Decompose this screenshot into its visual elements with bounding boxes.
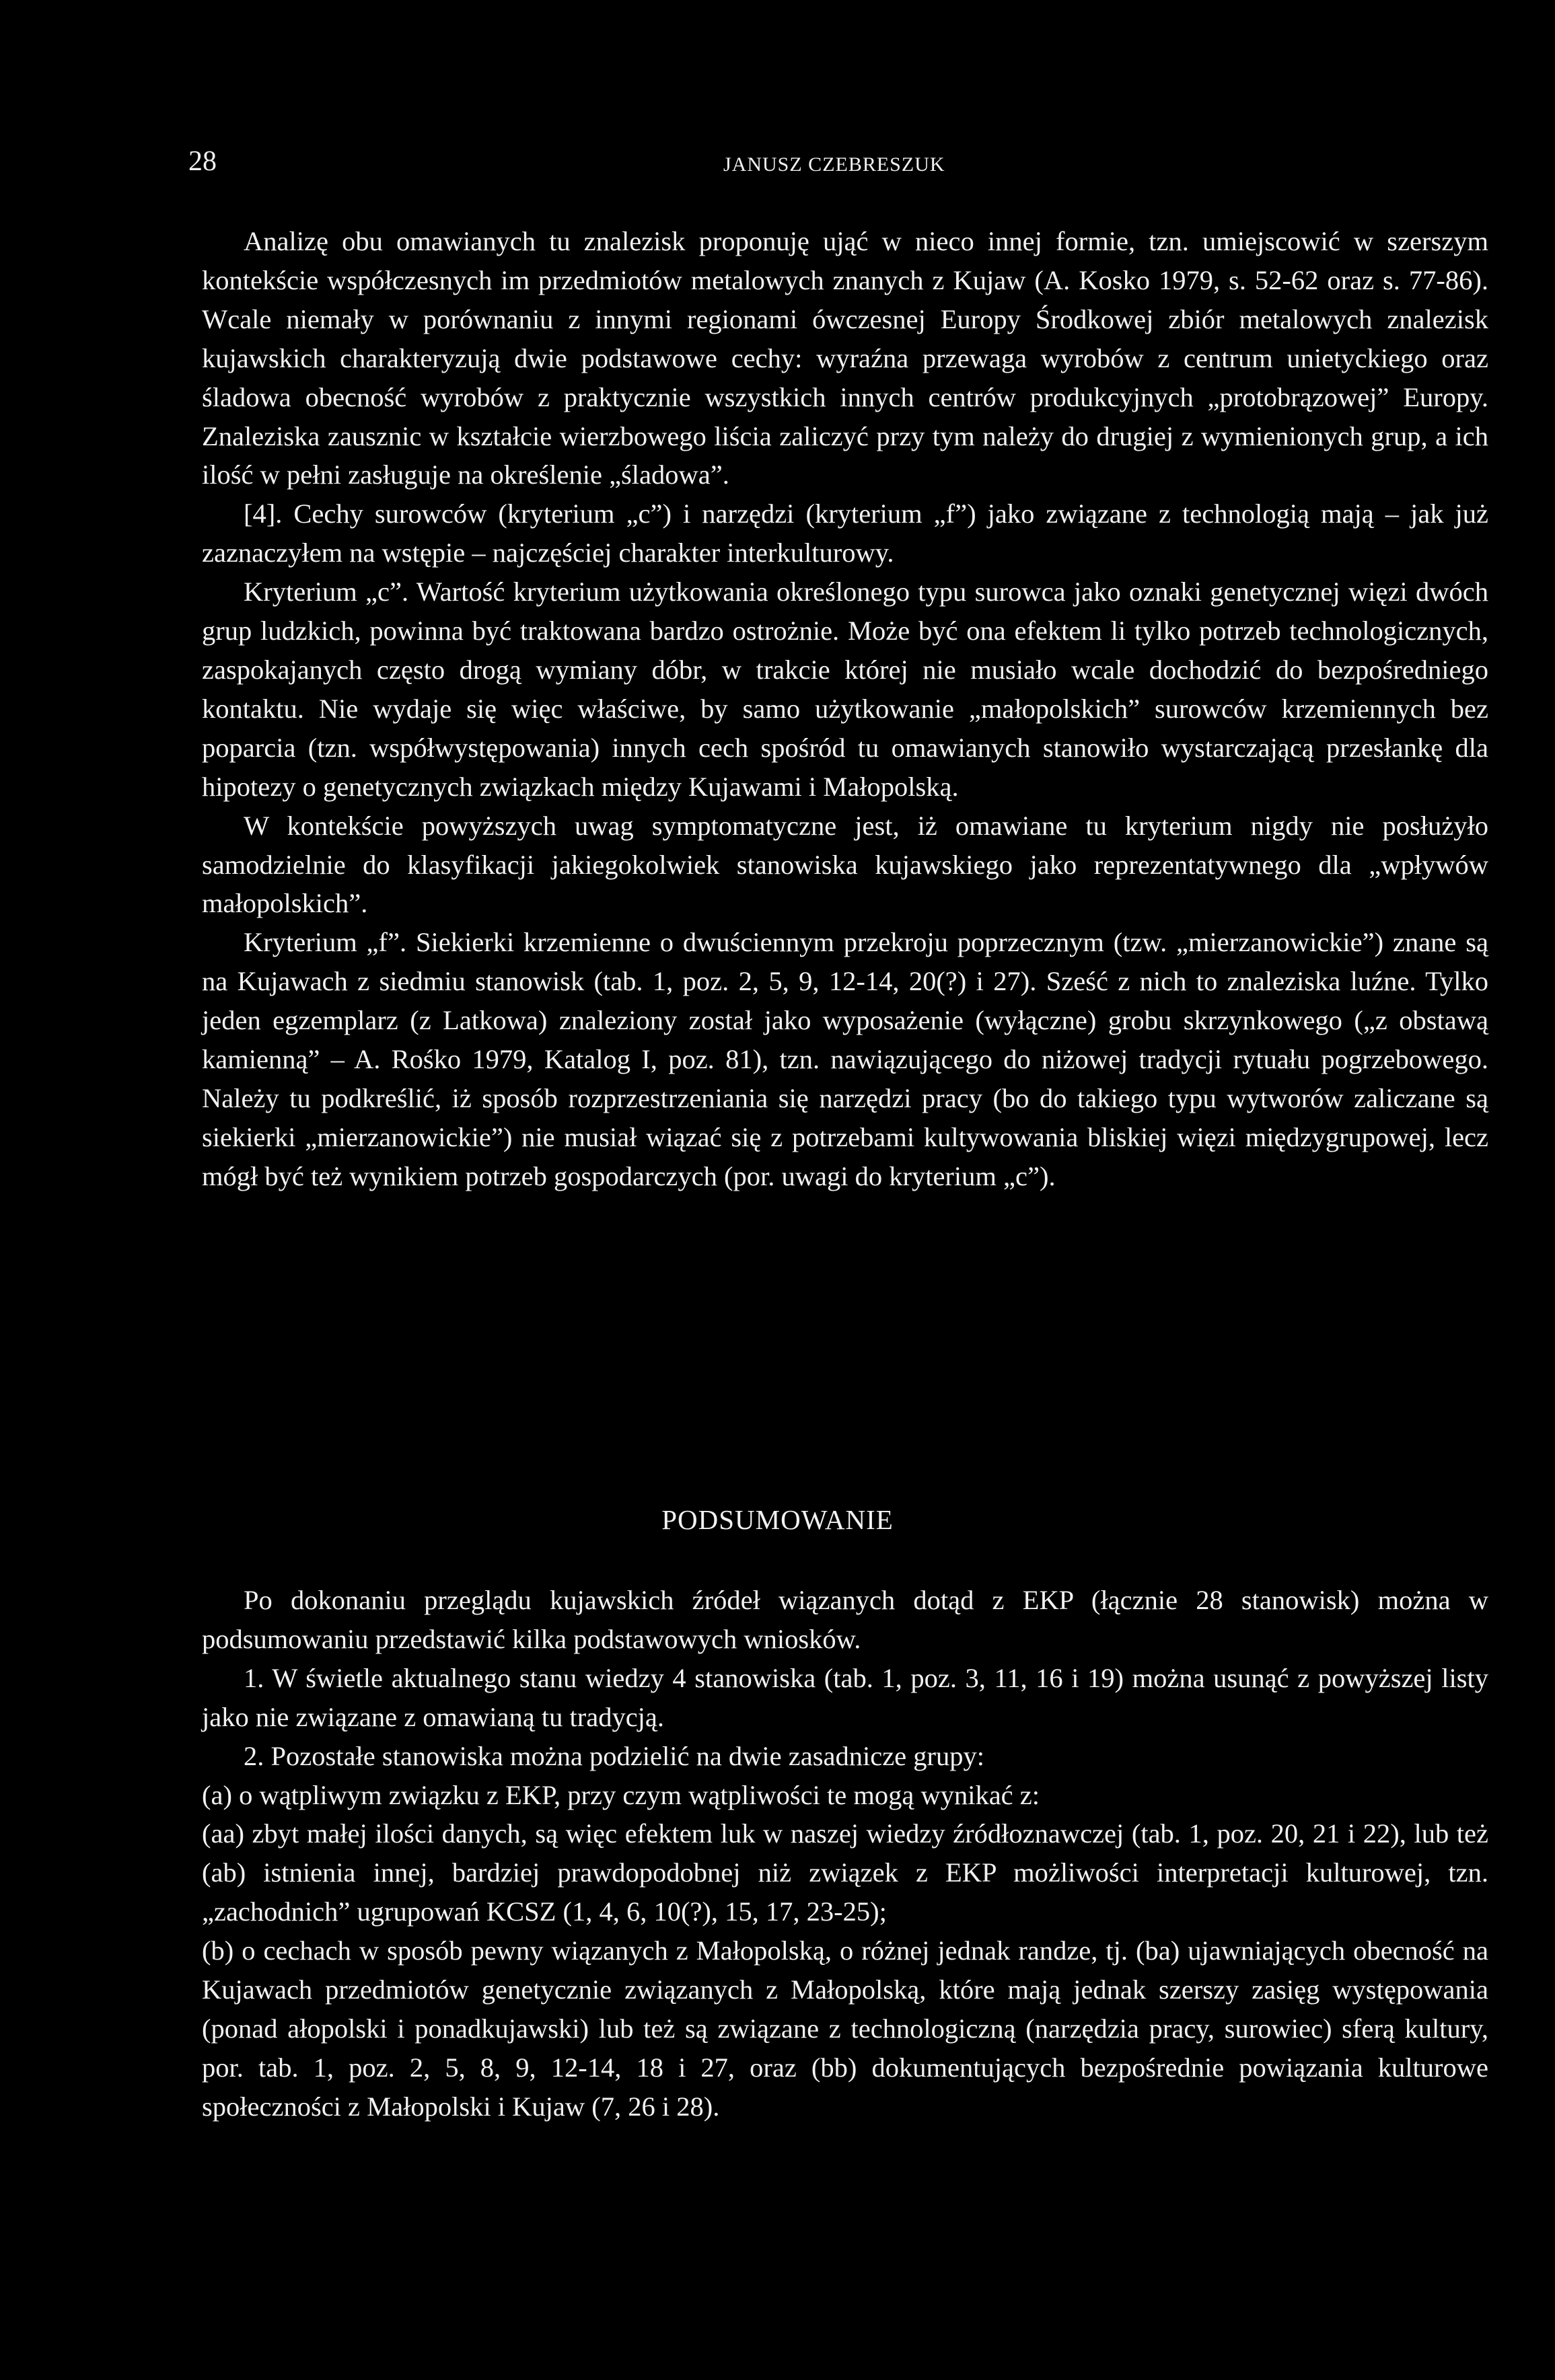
paragraph: 1. W świetle aktualnego stanu wiedzy 4 stanowiska (tab. 1, poz. 3, 11, 16 i 19) można usunąć z powyższej listy jako nie związane z omawianą tu tradycją. [202, 1662, 1488, 1732]
paragraph: Kryterium „f”. Siekierki krzemienne o dwuściennym przekroju poprzecznym (tzw. „mierzanowickie”) znane są na Kujawach z siedmiu stanowisk (tab. 1, poz. 2, 5, 9, 12-14, 20(?) i 27). Sześć z nich to znaleziska luźne. Tylko jeden egzemplarz (z Latkowa) znaleziony został jako wyposażenie (wyłączne) grobu skrzynkowego („z obstawą kamienną” – A. Rośko 1979, Katalog I, poz. 81), tzn. nawiązującego do niżowej tradycji rytuału pogrzebowego. Należy tu podkreślić, iż sposób rozprzestrzeniania się narzędzi pracy (bo do takiego typu wytworów zaliczane są siekierki „mierzanowickie”) nie musiał wiązać się z potrzebami kultywowania bliskiej więzi międzygrupowej, lecz mógł być też wynikiem potrzeb gospodarczych (por. uwagi do kryterium „c”). [202, 927, 1488, 1191]
paragraph: Kryterium „c”. Wartość kryterium użytkowania określonego typu surowca jako oznaki genetycznej więzi dwóch grup ludzkich, powinna być traktowana bardzo ostrożnie. Może być ona efektem li tylko potrzeb technologicznych, zaspokajanych często drogą wymiany dóbr, w trakcie której nie musiało wcale dochodzić do bezpośredniego kontaktu. Nie wydaje się więc właściwe, by samo użytkowanie „małopolskich” surowców krzemiennych bez poparcia (tzn. współwystępowania) innych cech spośród tu omawianych stanowiło wystarczającą przesłankę dla hipotezy o genetycznych związkach między Kujawami i Małopolską. [202, 577, 1488, 802]
body-text-section [202, 222, 1488, 1196]
paragraph: W kontekście powyższych uwag symptomatyczne jest, iż omawiane tu kryterium nigdy nie posłużyło samodzielnie do klasyfikacji jakiegokolwiek stanowiska kujawskiego jako reprezentatywnego dla „wpływów małopolskich”. [202, 810, 1488, 919]
paragraph: (b) o cechach w sposób pewny wiązanych z Małopolską, o różnej jednak randze, tj. (ba) ujawniających obecność na Kujawach przedmiotów genetycznie związanych z Małopolską, które mają jednak szerszy zasięg występowania (ponad ałopolski i ponadkujawski) lub też są związane z technologiczną (narzędzia pracy, surowiec) sferą kultury, por. tab. 1, poz. 2, 5, 8, 9, 12-14, 18 i 27, oraz (bb) dokumentujących bezpośrednie powiązania kulturowe społeczności z Małopolski i Kujaw (7, 26 i 28). [202, 1935, 1488, 2122]
paragraph: (aa) zbyt małej ilości danych, są więc efektem luk w naszej wiedzy źródłoznawczej (tab. 1, poz. 20, 21 i 22), lub też (ab) istnienia innej, bardziej prawdopodobnej niż związek z EKP możliwości interpretacji kulturowej, tzn. „zachodnich” ugrupowań KCSZ (1, 4, 6, 10(?), 15, 17, 23-25); [202, 1818, 1488, 1927]
running-head: JANUSZ CZEBRESZUK [723, 153, 945, 176]
paragraph: Po dokonaniu przeglądu kujawskich źródeł wiązanych dotąd z EKP (łącznie 28 stanowisk) można w podsumowaniu przedstawić kilka podstawowych wniosków. [202, 1585, 1488, 1654]
paragraph: Analizę obu omawianych tu znalezisk proponuję ująć w nieco innej formie, tzn. umiejscowić w szerszym kontekście współczesnych im przedmiotów metalowych znanych z Kujaw (A. Kosko 1979, s. 52-62 oraz s. 77-86). Wcale niemały w porównaniu z innymi regionami ówczesnej Europy Środkowej zbiór metalowych znalezisk kujawskich charakteryzują dwie podstawowe cechy: wyraźna przewaga wyrobów z centrum unietyckiego oraz śladowa obecność wyrobów z praktycznie wszystkich innych centrów produkcyjnych „protobrązowej” Europy. Znaleziska zausznic w kształcie wierzbowego liścia zaliczyć przy tym należy do drugiej z wymienionych grup, a ich ilość w pełni zasługuje na określenie „śladowa”. [202, 226, 1488, 490]
paragraph: [4]. Cechy surowców (kryterium „c”) i narzędzi (kryterium „f”) jako związane z technologią mają – jak już zaznaczyłem na wstępie – najczęściej charakter interkulturowy. [202, 498, 1488, 568]
section-heading: PODSUMOWANIE [661, 1504, 894, 1535]
paragraph: (a) o wątpliwym związku z EKP, przy czym wątpliwości te mogą wynikać z: [202, 1779, 1040, 1810]
summary-text-section [202, 1581, 1488, 2126]
paragraph: 2. Pozostałe stanowiska można podzielić na dwie zasadnicze grupy: [244, 1740, 985, 1771]
page-number: 28 [188, 146, 217, 177]
